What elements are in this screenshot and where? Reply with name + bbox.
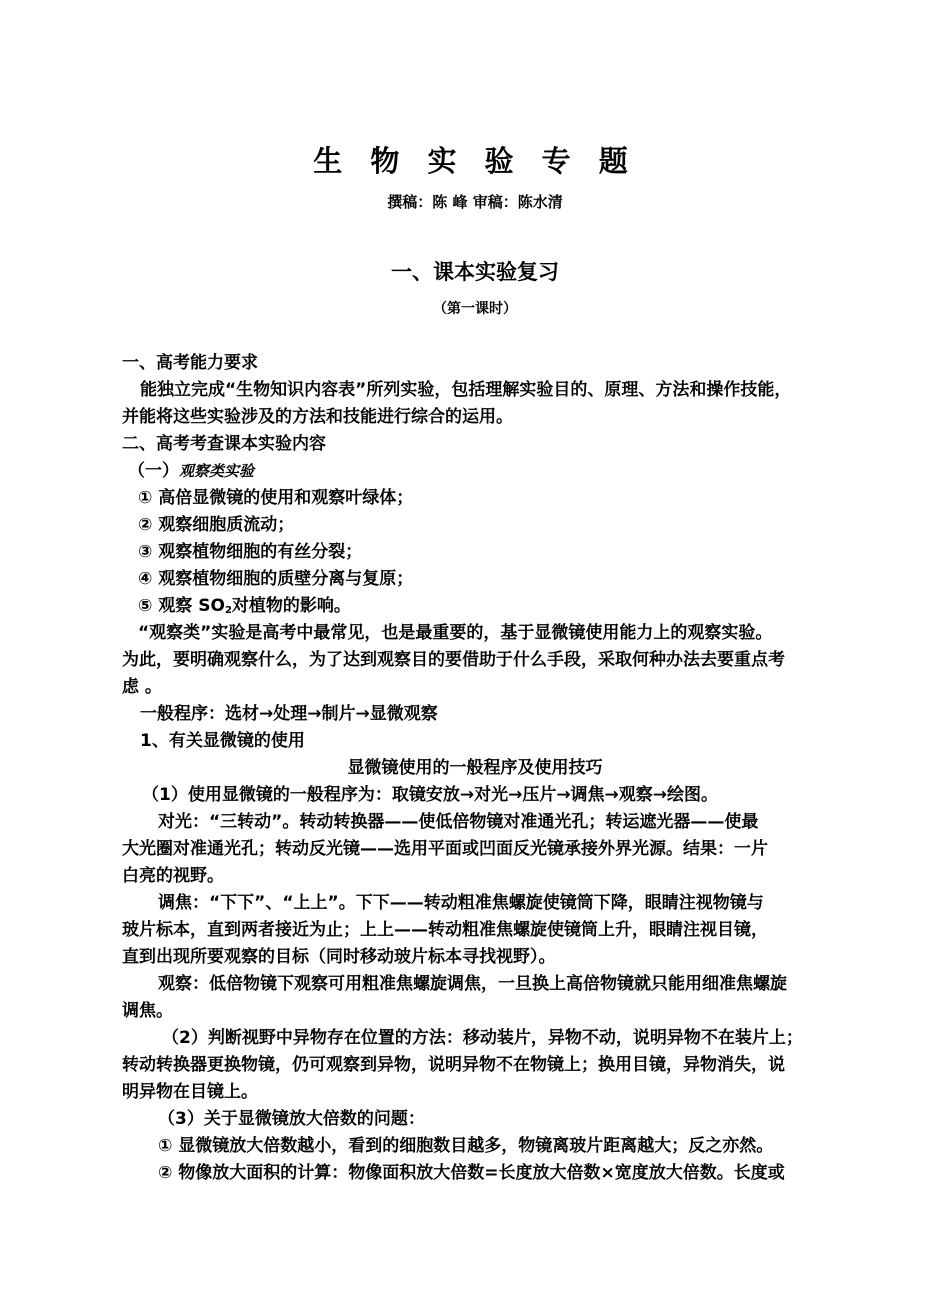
subheading-prefix: （一）: [128, 461, 179, 481]
light-alignment-line: 大光圈对准通光孔；转动反光镜——选用平面或凹面反光镜承接外界光源。结果：一片: [122, 839, 768, 859]
observation-paragraph-line: “观察类”实验是高考中最常见，也是最重要的，基于显微镜使用能力上的观察实验。: [138, 623, 773, 643]
part1-heading: 一、高考能力要求: [122, 353, 258, 373]
observation-step-line: 观察：低倍物镜下观察可用粗准焦螺旋调焦，一旦换上高倍物镜就只能用细准焦螺旋: [158, 974, 787, 994]
session-label: （第一课时）: [433, 301, 517, 317]
focusing-line: 玻片标本，直到两者接近为止；上上——转动粗准焦螺旋使镜筒上升，眼睛注视目镜，: [122, 920, 768, 940]
document-title: 生 物 实 验 专 题: [313, 144, 637, 178]
section-heading: 一、课本实验复习: [391, 260, 559, 284]
focusing-line: 调焦：“下下”、“上上”。下下——转动粗准焦螺旋使镜筒下降，眼睛注视物镜与: [158, 893, 764, 913]
magnification-heading: （3）关于显微镜放大倍数的问题：: [158, 1109, 425, 1129]
item-text: 对植物的影响。: [231, 596, 351, 616]
experiment-item: ① 高倍显微镜的使用和观察叶绿体；: [138, 488, 414, 508]
experiment-item: ③ 观察植物细胞的有丝分裂；: [138, 542, 363, 562]
part2-heading: 二、高考考查课本实验内容: [122, 434, 326, 454]
item-text: ⑤ 观察 SO: [138, 596, 225, 616]
author-line: 撰稿：陈 峰 审稿：陈水清: [387, 193, 563, 211]
experiment-item: ② 观察细胞质流动；: [138, 515, 295, 535]
part1-paragraph-line: 能独立完成“生物知识内容表”所列实验，包括理解实验目的、原理、方法和操作技能，: [140, 380, 792, 400]
general-procedure: 一般程序：选材→处理→制片→显微观察: [140, 704, 438, 724]
foreign-object-line: 明异物在目镜上。: [122, 1082, 258, 1102]
subscript-2: 2: [224, 605, 232, 616]
subheading-label: 观察类实验: [179, 462, 255, 480]
observation-subheading: [122, 458, 840, 484]
magnification-item: ① 显微镜放大倍数越小，看到的细胞数目越多，物镜离玻片距离越大；反之亦然。: [158, 1136, 774, 1156]
foreign-object-line: 转动转换器更换物镜，仍可观察到异物，说明异物不在物镜上；换用目镜，异物消失，说: [122, 1055, 785, 1075]
focusing-line: 直到出现所要观察的目标（同时移动玻片标本寻找视野）。: [122, 947, 556, 967]
observation-step-line: 调焦。: [122, 1001, 173, 1021]
microscope-heading: 1、有关显微镜的使用: [140, 731, 305, 751]
light-alignment-line: 白亮的视野。: [122, 866, 224, 886]
part1-paragraph-line: 并能将这些实验涉及的方法和技能进行综合的运用。: [122, 407, 513, 427]
observation-paragraph-line: 虑 。: [122, 677, 162, 697]
experiment-item: [122, 593, 850, 619]
experiment-item: ④ 观察植物细胞的质壁分离与复原；: [138, 569, 414, 589]
procedure-paragraph: （1）使用显微镜的一般程序为：取镜安放→对光→压片→调焦→观察→绘图。: [142, 785, 719, 805]
observation-paragraph-line: 为此，要明确观察什么，为了达到观察目的要借助于什么手段，采取何种办法去要重点考: [122, 650, 785, 670]
microscope-title: 显微镜使用的一般程序及使用技巧: [347, 758, 603, 778]
light-alignment-line: 对光：“三转动”。转动转换器——使低倍物镜对准通光孔；转运遮光器——使最: [158, 812, 759, 832]
foreign-object-line: （2）判断视野中异物存在位置的方法：移动装片，异物不动，说明异物不在装片上；: [162, 1028, 803, 1048]
magnification-item: ② 物像放大面积的计算：物像面积放大倍数=长度放大倍数×宽度放大倍数。长度或: [158, 1163, 785, 1183]
